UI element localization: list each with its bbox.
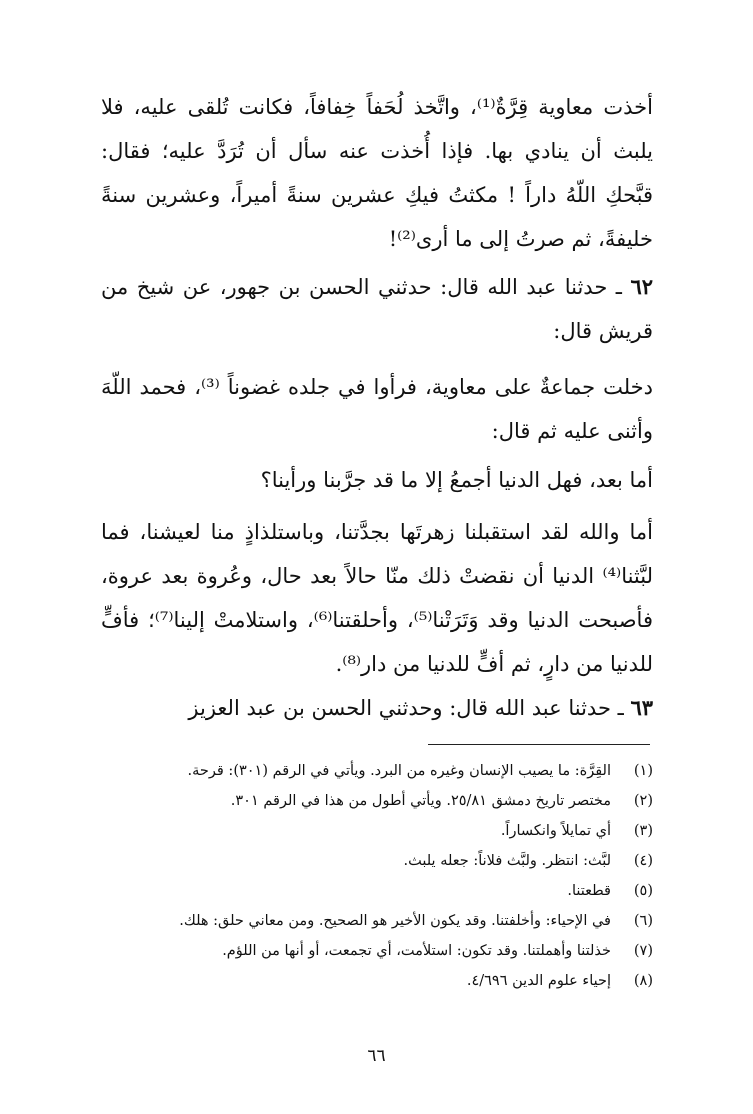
hadith-text: ـ حدثنا عبد الله قال: حدثني الحسن بن جهور، عن شيخ من قريش قال: <box>101 275 653 343</box>
hadith-text: ـ حدثنا عبد الله قال: وحدثني الحسن بن عبد العزيز <box>188 696 631 720</box>
footnote-number: (٣) <box>633 823 653 839</box>
footnote-number: (٤) <box>633 853 653 869</box>
footnote <box>101 788 653 815</box>
footnote-text: مختصر تاريخ دمشق ٢٥/٨١. ويأتي أطول من هذا في الرقم ٣٠١. <box>230 793 611 809</box>
footnote <box>101 878 653 905</box>
footnote-divider <box>428 744 650 745</box>
footnote-number: (٦) <box>633 913 653 929</box>
paragraph-body-1: أخذت معاوية قِرَّةٌ⁽¹⁾، واتَّخذ لُحَفاً خِفافاً، فكانت تُلقى عليه، فلا يلبث أن ينادي بها. فإذا أُخذت عنه سأل أن تُرَدَّ عليه؛ فقال: قبَّحكِ اللّهُ داراً ! مكثتُ فيكِ عشرين سنةً أميراً، وعشرين سنةً خليفةً، ثم صرتُ إلى ما أرى⁽²⁾! <box>101 95 653 251</box>
hadith-63 <box>101 686 653 730</box>
footnote <box>101 938 653 965</box>
footnote <box>101 848 653 875</box>
footnote-text: القِرَّة: ما يصيب الإنسان وغيره من البرد. ويأتي في الرقم (٣٠١): قرحة. <box>187 763 611 779</box>
hadith-number: ٦٣ <box>630 695 653 720</box>
paragraph-body-4: أما بعد، فهل الدنيا أجمعُ إلا ما قد جرَّبنا ورأينا؟ <box>260 468 653 492</box>
footnote-text: لبَّث: انتظر. ولبَّث فلاناً: جعله يلبث. <box>403 853 611 869</box>
footnote <box>101 908 653 935</box>
footnote-number: (٥) <box>633 883 653 899</box>
footnote <box>101 968 653 995</box>
footnote-text: خذلتنا وأهملتنا. وقد تكون: استلأمت، أي تجمعت، أو أنها من اللؤم. <box>222 943 611 959</box>
paragraph-body-5: أما والله لقد استقبلنا زهرتَها بجدَّتنا، وباستلذاذٍ منا لعيشنا، فما لبَّثنا⁽⁴⁾ الدنيا أن نقضتْ ذلك منّا حالاً بعد حال، وعُروة بعد عروة، فأصبحت الدنيا وقد وَتَرَتْنا⁽⁵⁾، وأحلقتنا⁽⁶⁾، واستلامتْ إلينا⁽⁷⁾؛ فأفٍّ للدنيا من دارٍ، ثم أفٍّ للدنيا من دار⁽⁸⁾. <box>101 520 653 676</box>
footnote-text: إحياء علوم الدين ٤/٦٩٦. <box>466 973 611 989</box>
footnote-number: (١) <box>633 763 653 779</box>
footnote <box>101 818 653 845</box>
footnote-number: (٨) <box>633 973 653 989</box>
footnotes-list <box>101 758 653 998</box>
footnote-number: (٧) <box>633 943 653 959</box>
hadith-number: ٦٢ <box>630 274 653 299</box>
footnote-text: في الإحياء: وأخلفتنا. وقد يكون الأخير هو الصحيح. ومن معاني حلق: هلك. <box>179 913 611 929</box>
footnote-text: قطعتنا. <box>567 883 611 899</box>
hadith-62 <box>101 265 653 353</box>
footnote-number: (٢) <box>633 793 653 809</box>
paragraph-body-3: دخلت جماعةٌ على معاوية، فرأوا في جلده غضوناً ⁽³⁾، فحمد اللّهَ وأثنى عليه ثم قال: <box>101 375 653 443</box>
footnote <box>101 758 653 785</box>
page-number: ٦٦ <box>367 1046 386 1066</box>
footnote-text: أي تمايلاً وانكساراً. <box>500 823 611 839</box>
